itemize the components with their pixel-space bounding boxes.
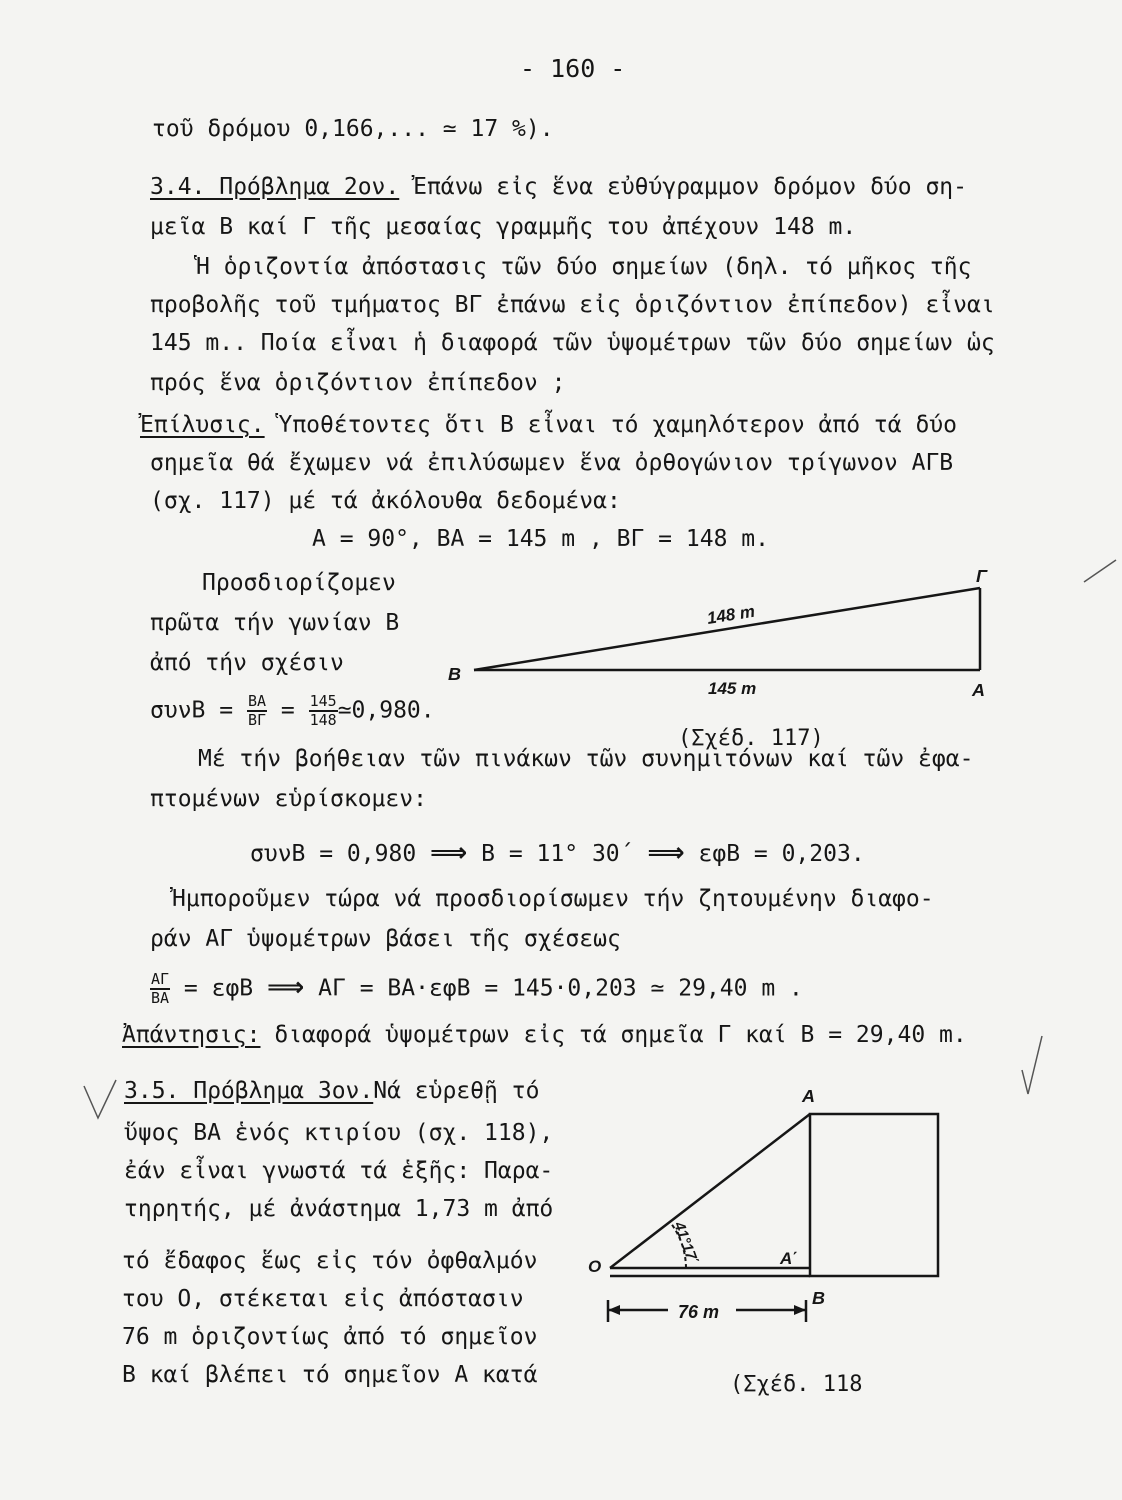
- problem-3-paragraph: [124, 1080, 539, 1103]
- pencil-stroke: [1080, 556, 1120, 586]
- problem-2-paragraph: [150, 176, 967, 199]
- implies-arrow: ⟹: [430, 838, 468, 868]
- text-line: Β καί βλέπει τό σημεῖον Α κατά: [122, 1362, 538, 1388]
- text-line: Νά εὑρεθῇ τό: [373, 1078, 540, 1104]
- answer-label: Ἀπάντησις:: [122, 1022, 261, 1048]
- angle-label: 41°17΄: [670, 1219, 702, 1268]
- cos-lhs: συνΒ =: [150, 697, 234, 724]
- label-a: Α: [972, 680, 985, 700]
- text-line: του Ο, στέκεται εἰς ἀπόστασιν: [122, 1286, 524, 1312]
- problem-2-heading: 3.4. Πρόβλημα 2ον.: [150, 174, 400, 200]
- tan-result: 29,40 m .: [678, 975, 803, 1002]
- implies-arrow: ⟹: [647, 838, 685, 868]
- fraction-ba-bg: $\frac{BA}{B\Gamma}$: [247, 692, 267, 729]
- hypotenuse-bg: [474, 588, 980, 670]
- line-of-sight: [610, 1114, 810, 1268]
- distance-label: 76 m: [678, 1302, 720, 1322]
- text-line: μεῖα Β καί Γ τῆς μεσαίας γραμμῆς του ἀπέχουν 148 m.: [150, 214, 857, 240]
- hyp-length: 148 m: [705, 601, 757, 628]
- text-line: Ἠμποροῦμεν τώρα νά προσδιορίσωμεν τήν ζητουμένην διαφο-: [172, 886, 934, 912]
- cosine-formula: [150, 694, 435, 728]
- building: [810, 1114, 938, 1276]
- text-line: ράν ΑΓ ὑψομέτρων βάσει τῆς σχέσεως: [150, 926, 621, 952]
- text-line: Προσδιορίζομεν: [202, 570, 396, 596]
- figure-117: [440, 566, 1000, 700]
- tangent-formula: [150, 972, 803, 1006]
- equals-sign: =: [280, 697, 295, 724]
- tan-calc: ΑΓ = ΒΑ·εφΒ = 145·0,203: [318, 975, 637, 1002]
- label-b: Β: [448, 664, 461, 684]
- text-line: πρῶτα τήν γωνίαν Β: [150, 610, 400, 636]
- cos-result: ≃0,980.: [337, 697, 435, 724]
- text-line: σημεῖα θά ἔχωμεν νά ἐπιλύσωμεν ἕνα ὀρθογώνιον τρίγωνον ΑΓΒ: [150, 450, 954, 476]
- text-line: τό ἔδαφος ἕως εἰς τόν ὀφθαλμόν: [122, 1248, 538, 1274]
- figure-118: [586, 1082, 966, 1342]
- dim-arrow-left: [608, 1305, 620, 1315]
- label-g: Γ: [976, 566, 987, 586]
- label-o: Ο: [588, 1257, 602, 1276]
- text-line: Μέ τήν βοήθειαν τῶν πινάκων τῶν συνημιτόνων καί τῶν ἐφα-: [198, 746, 974, 772]
- text-line: πρός ἕνα ὁριζόντιον ἐπίπεδον ;: [150, 370, 566, 396]
- text-line: 76 m ὁριζοντίως ἀπό τό σημεῖον: [122, 1324, 538, 1350]
- text-line: 145 m.. Ποία εἶναι ἡ διαφορά τῶν ὑψομέτρων τῶν δύο σημείων ὡς: [150, 330, 995, 356]
- label-b: Β: [812, 1288, 825, 1308]
- text-line: τηρητής, μέ ἀνάστημα 1,73 m ἀπό: [124, 1196, 554, 1222]
- text-line: Ἡ ὁριζοντία ἀπόστασις τῶν δύο σημείων (δηλ. τό μῆκος τῆς: [196, 254, 972, 280]
- dim-arrow-right: [794, 1305, 806, 1315]
- base-length: 145 m: [708, 679, 757, 698]
- text-line: ὕψος ΒΑ ἑνός κτιρίου (σχ. 118),: [124, 1120, 554, 1146]
- text-line: πτομένων εὑρίσκομεν:: [150, 786, 427, 812]
- text-line: ἐάν εἶναι γνωστά τά ἑξῆς: Παρα-: [124, 1158, 554, 1184]
- text-line: Ὑποθέτοντες ὅτι Β εἶναι τό χαμηλότερον ἀπό τά δύο: [278, 412, 957, 438]
- pencil-check-mark: [80, 1076, 120, 1126]
- approx-sign: ≃: [650, 975, 665, 1002]
- label-a-prime: Α΄: [780, 1249, 798, 1268]
- pencil-check-mark: [1016, 1030, 1046, 1100]
- text-line: τοῦ δρόμου 0,166,... ≃ 17 %).: [152, 116, 554, 142]
- given-data-line: Α = 90°, ΒΑ = 145 m , ΒΓ = 148 m.: [312, 526, 769, 552]
- text-line: ἀπό τήν σχέσιν: [150, 650, 344, 676]
- answer-text: διαφορά ὑψομέτρων εἰς τά σημεῖα Γ καί Β = 29,40 m.: [274, 1022, 967, 1048]
- text-line: Ἐπάνω εἰς ἕνα εὐθύγραμμον δρόμον δύο ση-: [413, 174, 967, 200]
- result-tan: εφΒ = 0,203.: [698, 841, 865, 867]
- problem-3-heading: 3.5. Πρόβλημα 3ον.: [124, 1078, 374, 1104]
- result-cos: συνΒ = 0,980: [250, 841, 417, 867]
- result-line: [250, 840, 865, 866]
- answer-line: [122, 1024, 967, 1047]
- page-number: - 160 -: [520, 54, 626, 83]
- fraction-145-148: $\frac{145}{148}$: [309, 692, 337, 729]
- fraction-ag-ba: $\frac{A\Gamma}{BA}$: [151, 970, 170, 1007]
- solution-label: Ἐπίλυσις.: [140, 412, 265, 438]
- figure-118-caption: (Σχέδ. 118: [730, 1372, 863, 1397]
- label-a: Α: [802, 1086, 815, 1106]
- figure-117-caption: (Σχέδ. 117): [678, 726, 824, 751]
- implies-arrow: ⟹: [267, 972, 305, 1003]
- text-line: προβολῆς τοῦ τμήματος ΒΓ ἐπάνω εἰς ὁριζόντιον ἐπίπεδον) εἶναι: [150, 292, 995, 318]
- text-line: (σχ. 117) μέ τά ἀκόλουθα δεδομένα:: [150, 488, 621, 514]
- tan-def: = εφΒ: [183, 975, 254, 1002]
- result-angle: Β = 11° 30΄: [481, 841, 634, 867]
- solution-line: [140, 414, 957, 437]
